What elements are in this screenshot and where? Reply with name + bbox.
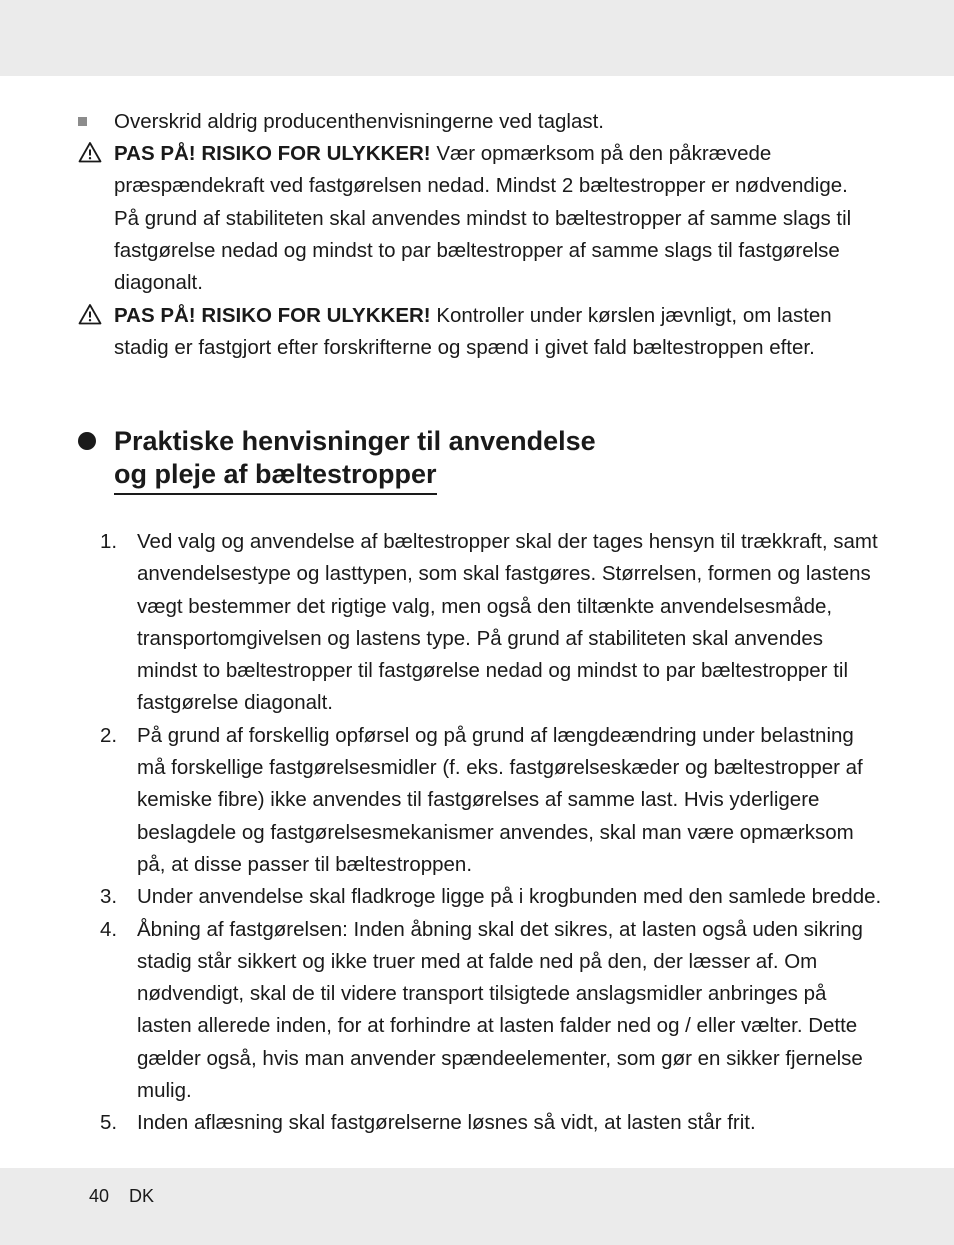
list-text: Inden aflæsning skal fastgørelserne løsnes så vidt, at lasten står frit. bbox=[137, 1111, 756, 1135]
list-number: 4. bbox=[100, 917, 118, 941]
list-item bbox=[96, 881, 886, 913]
list-item bbox=[96, 720, 886, 881]
warning-triangle-icon bbox=[78, 141, 102, 163]
list-item bbox=[96, 526, 886, 720]
language-code: DK bbox=[129, 1186, 155, 1206]
section-heading bbox=[114, 425, 596, 495]
instruction-list bbox=[96, 526, 886, 1140]
list-number: 3. bbox=[100, 885, 118, 909]
list-number: 5. bbox=[100, 1111, 118, 1135]
section-bullet-icon bbox=[78, 432, 96, 450]
warning-note bbox=[114, 138, 874, 299]
note-bullet bbox=[114, 106, 874, 138]
list-text: Under anvendelse skal fladkroge ligge på i krogbunden med den samlede bredde. bbox=[137, 885, 882, 909]
list-text: Ved valg og anvendelse af bæltestropper skal der tages hensyn til trækkraft, samt anvendelsestype og lasttypen, som skal fastgøres. Størrelsen, formen og lastens vægt bestemmer det rigtige valg, men også den tiltænkte anvendelsesmåde, transportomgivelsen og lastens type. På grund af stabiliteten skal anvendes mindst to bæltestropper til fastgørelse nedad og mindst to par bæltestropper til fastgørelse diagonalt. bbox=[137, 530, 878, 715]
section-title-line1: Praktiske henvisninger til anvendelse bbox=[114, 426, 596, 456]
warning-text: Vær opmærksom på den påkrævede præspændekraft ved fastgørelsen nedad. Mindst 2 bæltestropper er nødvendige. På grund af stabiliteten skal anvendes mindst to bæltestropper af samme slags til fastgørelse nedad og mindst to par bæltestropper af samme slags til fastgørelse diagonalt. bbox=[114, 142, 852, 295]
list-number: 1. bbox=[100, 530, 118, 553]
warning-label: PAS PÅ! RISIKO FOR ULYKKER! bbox=[114, 304, 431, 327]
list-number: 2. bbox=[100, 723, 118, 747]
warning-text: Kontroller under kørslen jævnligt, om lasten stadig er fastgjort efter forskrifterne og spænd i givet fald bæltestroppen efter. bbox=[114, 304, 832, 360]
square-bullet-icon bbox=[78, 117, 87, 126]
warning-triangle-icon bbox=[78, 303, 102, 325]
warning-label: PAS PÅ! RISIKO FOR ULYKKER! bbox=[114, 142, 431, 165]
list-item bbox=[96, 1107, 886, 1139]
section-title-line2: og pleje af bæltestropper bbox=[114, 458, 437, 495]
list-text: Åbning af fastgørelsen: Inden åbning skal det sikres, at lasten også uden sikring stadig står sikkert og ikke truer med at falde ned på den, der læsser af. Om nødvendigt, skal de til videre transport tilsigtede anslagsmidler anbringes på lasten allerede inden, for at forhindre at lasten falder ned og / eller vælter. Dette gælder også, hvis man anvender spændeelementer, som gør en sikker fjernelse mulig. bbox=[137, 917, 863, 1103]
header-band bbox=[0, 0, 954, 76]
list-text: På grund af forskellig opførsel og på grund af længdeændring under belastning må forskellige fastgørelsesmidler (f. eks. fastgørelseskæder og bæltestropper af kemiske fibre) ikke anvendes til fastgørelses af samme last. Hvis yderligere beslagdele og fastgørelsesmekanismer anvendes, skal man være opmærksom på, at disse passer til bæltestroppen. bbox=[137, 723, 863, 876]
list-item bbox=[96, 914, 886, 1108]
note-text: Overskrid aldrig producenthenvisningerne ved taglast. bbox=[114, 110, 604, 133]
page-number: 40 bbox=[89, 1186, 110, 1206]
warning-note bbox=[114, 300, 874, 365]
